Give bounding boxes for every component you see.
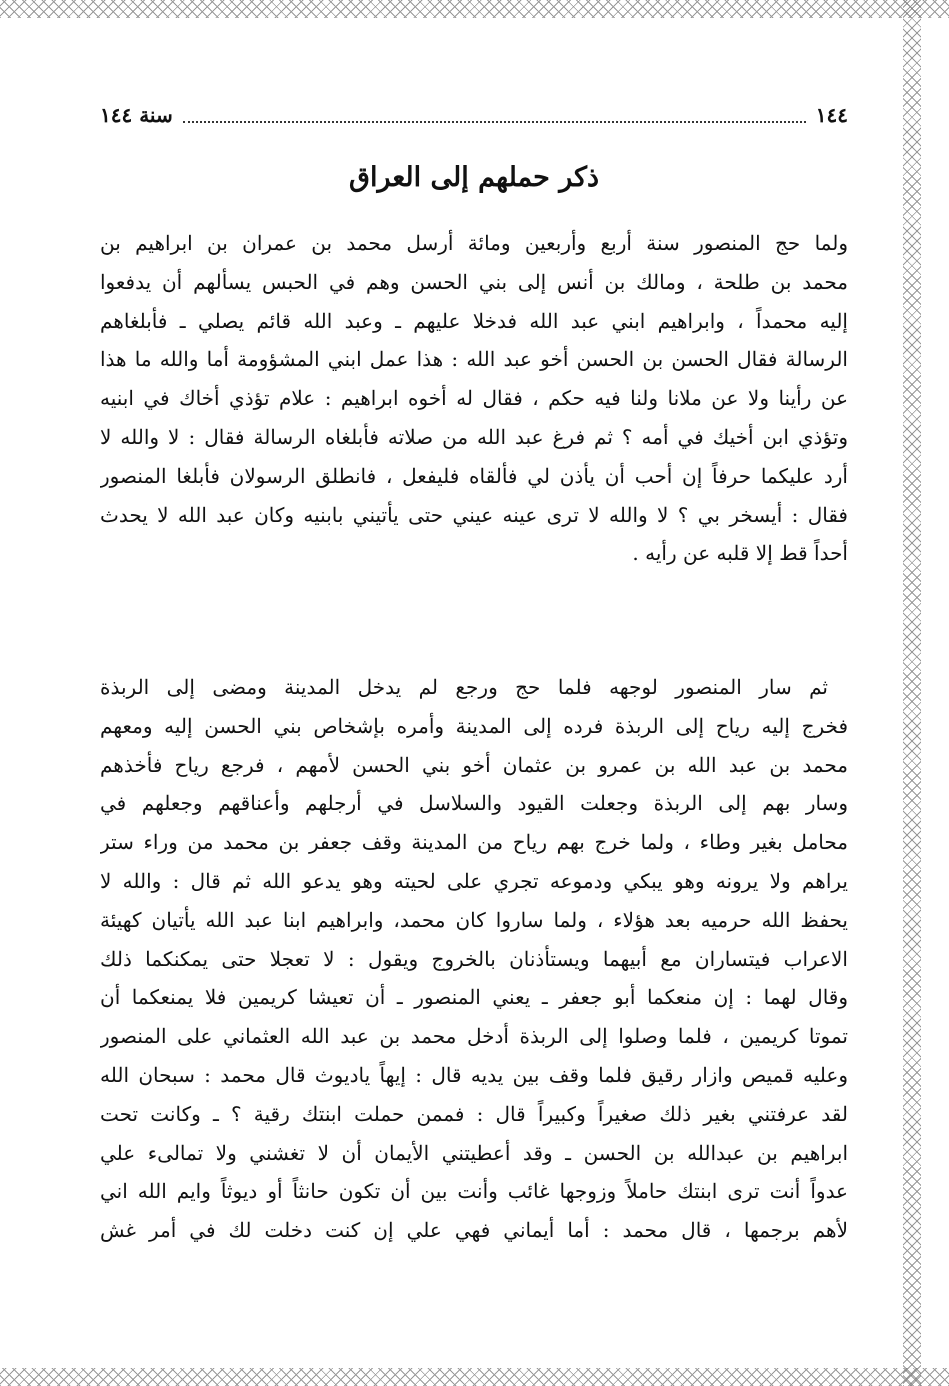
decorative-border-top — [0, 0, 949, 18]
page-number: ١٤٤ — [815, 103, 848, 127]
text-line: يراهم ولا يرونه وهو يبكي ودموعه تجري على لحيته وهو يدعو الله ثم قال : والله لا — [100, 868, 848, 893]
text-line: وقال لهما : إن منعكما أبو جعفر ـ يعني المنصور ـ أن تعيشا كريمين فلا يمنعكما أن — [100, 985, 848, 1010]
text-line: محمد بن عبد الله بن عمرو بن عثمان أخو بني الحسن لأمهم ، فرجع رياح فأخذهم — [100, 752, 848, 777]
text-line: إليه محمداً ، وابراهيم ابني عبد الله فدخلا عليهم ـ وعبد الله قائم يصلي ـ فأبلغاهم — [100, 308, 848, 333]
section-title: ذكر حملهم إلى العراق — [349, 162, 599, 193]
running-header — [100, 100, 848, 130]
text-line: وعليه قميص وازار رقيق فلما وقف بين يديه قال : إيهاً ياديوث قال محمد : سبحان الله — [100, 1062, 848, 1087]
header-dotted-leader — [183, 107, 806, 123]
text-line: ابراهيم بن عبدالله بن الحسن ـ وقد أعطيتني الأيمان أن لا تغشني ولا تمالىء علي — [100, 1140, 848, 1165]
decorative-border-bottom — [0, 1368, 949, 1386]
text-line: لقد عرفتني بغير ذلك صغيراً وكبيراً قال : فممن حملت ابنتك رقية ؟ ـ وكانت تحت — [100, 1101, 848, 1126]
text-line: ثم سار المنصور لوجهه فلما حج ورجع لم يدخل المدينة ومضى إلى الربذة — [100, 675, 828, 699]
text-line: يحفظ الله حرميه بعد هؤلاء ، ولما ساروا كان محمد، وابراهيم ابنا عبد الله يأتيان كهيئة — [100, 907, 848, 932]
text-line: محامل بغير وطاء ، ولما خرج بهم رياح من المدينة وقف جعفر بن محمد من وراء ستر — [100, 830, 848, 855]
text-line: الاعراب فيتساران مع أبيهما ويستأذنان بالخروج ويقول : لا تعجلا حتى يمكنكما ذلك — [100, 946, 848, 971]
text-line: فخرج إليه رياح إلى الربذة فرده إلى المدينة وأمره بإشخاص بني الحسن إليه ومعهم — [100, 713, 848, 738]
decorative-border-right — [903, 0, 921, 1386]
header-year-label: سنة ١٤٤ — [100, 103, 173, 127]
text-line: الرسالة فقال الحسن بن الحسن أخو عبد الله : هذا عمل ابني المشؤومة أما والله ما هذا — [100, 347, 848, 372]
text-line: محمد بن طلحة ، ومالك بن أنس إلى بني الحسن وهم في الحبس يسألهم أن يدفعوا — [100, 269, 848, 294]
text-line: تموتا كريمين ، فلما وصلوا إلى الربذة أدخل محمد بن عبد الله العثماني على المنصور — [100, 1024, 848, 1049]
text-line: وسار بهم إلى الربذة وجعلت القيود والسلاسل في أرجلهم وأعناقهم وجعلهم في — [100, 791, 848, 816]
text-line: فقال : أيسخر بي ؟ لا والله لا ترى عينه عيني حتى يأتيني بابنيه وكان عبد الله لا يحدث — [100, 502, 848, 527]
paragraph-2 — [100, 668, 848, 1250]
text-line: لأهم برجمها ، قال محمد : أما أيماني فهي علي إن كنت دخلت لك في أمر غش — [100, 1218, 848, 1243]
text-line: أرد عليكما حرفاً إن أحب أن يأذن لي فألقاه فليفعل ، فانطلق الرسولان فأبلغا المنصور — [100, 463, 848, 488]
text-line: ولما حج المنصور سنة أربع وأربعين ومائة أرسل محمد بن عمران بن ابراهيم بن — [100, 231, 848, 255]
text-line: عن رأينا ولا عن ملانا ولنا فيه حكم ، فقال له أخوه ابراهيم : علام تؤذي أخاك في ابنيه — [100, 386, 848, 411]
text-line: عدواً أنت ترى ابنتك حاملاً وزوجها غائب وأنت بين أن تكون حانثاً أو ديوثاً وايم الله اني — [100, 1179, 848, 1204]
text-line: أحداً قط إلا قلبه عن رأيه . — [632, 541, 848, 566]
paragraph-1 — [100, 224, 848, 573]
text-line: وتؤذي ابن أخيك في أمه ؟ ثم فرغ عبد الله من صلاته فأبلغاه الرسالة فقال : لا والله لا — [100, 424, 848, 449]
